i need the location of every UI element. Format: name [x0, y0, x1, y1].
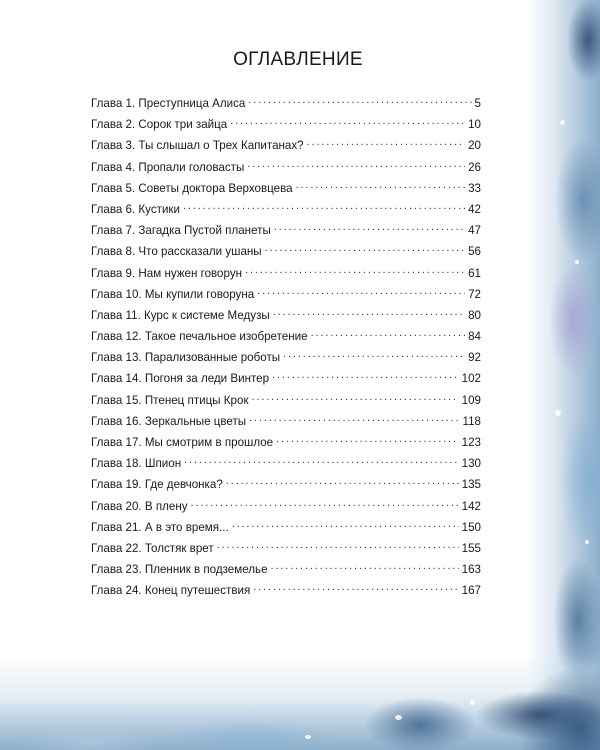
page-number: 102	[461, 372, 481, 386]
page-number: 20	[468, 139, 481, 153]
dot-leader	[272, 370, 459, 382]
chapter-title: Глава 7. Загадка Пустой планеты	[91, 224, 271, 238]
page-number: 130	[461, 457, 481, 471]
page-number: 118	[462, 414, 481, 428]
chapter-title: Глава 5. Советы доктора Верховцева	[91, 181, 293, 195]
chapter-title: Глава 17. Мы смотрим в прошлое	[91, 436, 274, 449]
page-number: 5	[474, 97, 481, 110]
toc-entry	[91, 220, 481, 241]
dot-leader	[191, 498, 459, 510]
page-number: 92	[468, 351, 481, 365]
page-number: 123	[461, 436, 481, 449]
toc-entry	[91, 559, 481, 580]
chapter-title: Глава 20. В плену	[91, 499, 188, 513]
toc-entry	[91, 411, 481, 432]
page-number: 163	[461, 563, 481, 577]
dot-leader	[253, 582, 458, 594]
page-number: 150	[461, 520, 481, 534]
chapter-title: Глава 18. Шпион	[91, 457, 182, 471]
toc-entry	[91, 263, 481, 284]
toc-entry	[91, 114, 481, 135]
chapter-title: Глава 13. Парализованные роботы	[91, 351, 281, 365]
chapter-title: Глава 23. Пленник в подземелье	[91, 563, 268, 577]
page-number: 42	[468, 202, 481, 216]
page-number: 109	[461, 393, 481, 407]
page-number: 10	[468, 118, 481, 132]
paint-speck	[585, 540, 589, 544]
chapter-title: Глава 14. Погоня за леди Винтер	[91, 372, 270, 386]
paint-speck	[470, 700, 475, 705]
page-number: 56	[468, 245, 481, 259]
chapter-title: Глава 12. Такое печальное изобретение	[91, 330, 308, 344]
chapter-title: Глава 24. Конец путешествия	[91, 584, 251, 598]
dot-leader	[265, 243, 465, 255]
page-number: 26	[468, 160, 481, 174]
page-number: 47	[468, 224, 481, 238]
chapter-title: Глава 19. Где девчонка?	[91, 478, 223, 492]
chapter-title: Глава 8. Что рассказали ушаны	[91, 245, 262, 259]
dot-leader	[183, 201, 465, 213]
page-number: 155	[461, 541, 481, 555]
dot-leader	[245, 265, 465, 277]
dot-leader	[271, 561, 459, 573]
dot-leader	[232, 519, 459, 531]
table-of-contents	[91, 93, 481, 602]
toc-entry	[91, 368, 481, 389]
chapter-title: Глава 15. Птенец птицы Крок	[91, 393, 249, 407]
page-number: 167	[461, 584, 481, 598]
paint-speck	[395, 715, 402, 720]
toc-entry	[91, 453, 481, 474]
toc-entry	[91, 432, 481, 453]
page-number: 33	[468, 181, 481, 195]
chapter-title: Глава 6. Кустики	[91, 202, 180, 216]
paint-speck	[575, 260, 579, 264]
paint-speck	[305, 735, 311, 739]
chapter-title: Глава 11. Курс к системе Медузы	[91, 308, 270, 322]
dot-leader	[248, 95, 471, 107]
toc-entry	[91, 157, 481, 178]
toc-entry	[91, 305, 481, 326]
toc-entry	[91, 474, 481, 495]
toc-entry	[91, 517, 481, 538]
dot-leader	[226, 476, 459, 488]
toc-entry	[91, 580, 481, 601]
dot-leader	[230, 116, 465, 128]
page-number: 80	[468, 308, 481, 322]
dot-leader	[307, 137, 465, 149]
toc-entry	[91, 538, 481, 559]
toc-entry	[91, 241, 481, 262]
dot-leader	[257, 286, 465, 298]
dot-leader	[311, 328, 466, 340]
dot-leader	[273, 307, 465, 319]
toc-entry	[91, 284, 481, 305]
dot-leader	[276, 434, 459, 446]
chapter-title: Глава 1. Преступница Алиса	[91, 97, 246, 110]
chapter-title: Глава 9. Нам нужен говорун	[91, 266, 243, 280]
page-number: 72	[468, 287, 481, 301]
dot-leader	[184, 455, 459, 467]
chapter-title: Глава 2. Сорок три зайца	[91, 118, 228, 132]
page-number: 135	[461, 478, 481, 492]
chapter-title: Глава 10. Мы купили говоруна	[91, 287, 255, 301]
page-title: ОГЛАВЛЕНИЕ	[233, 49, 363, 70]
toc-entry	[91, 496, 481, 517]
chapter-title: Глава 3. Ты слышал о Трех Капитанах?	[91, 139, 304, 153]
dot-leader	[247, 159, 465, 171]
dot-leader	[249, 413, 459, 425]
toc-entry	[91, 347, 481, 368]
dot-leader	[252, 392, 459, 404]
dot-leader	[217, 540, 459, 552]
paint-speck	[555, 410, 561, 416]
chapter-title: Глава 4. Пропали головасты	[91, 160, 245, 174]
dot-leader	[296, 180, 466, 192]
toc-entry	[91, 326, 481, 347]
toc-entry	[91, 199, 481, 220]
toc-entry	[91, 178, 481, 199]
chapter-title: Глава 21. А в это время...	[91, 520, 229, 534]
chapter-title: Глава 16. Зеркальные цветы	[91, 414, 247, 428]
watercolor-corner	[470, 600, 600, 750]
toc-entry	[91, 390, 481, 411]
toc-entry	[91, 93, 481, 114]
page-number: 61	[468, 266, 481, 280]
dot-leader	[274, 222, 465, 234]
page-number: 84	[468, 330, 481, 344]
dot-leader	[283, 349, 465, 361]
paint-speck	[560, 120, 565, 125]
page-number: 142	[461, 499, 481, 513]
chapter-title: Глава 22. Толстяк врет	[91, 541, 214, 555]
toc-entry	[91, 135, 481, 156]
